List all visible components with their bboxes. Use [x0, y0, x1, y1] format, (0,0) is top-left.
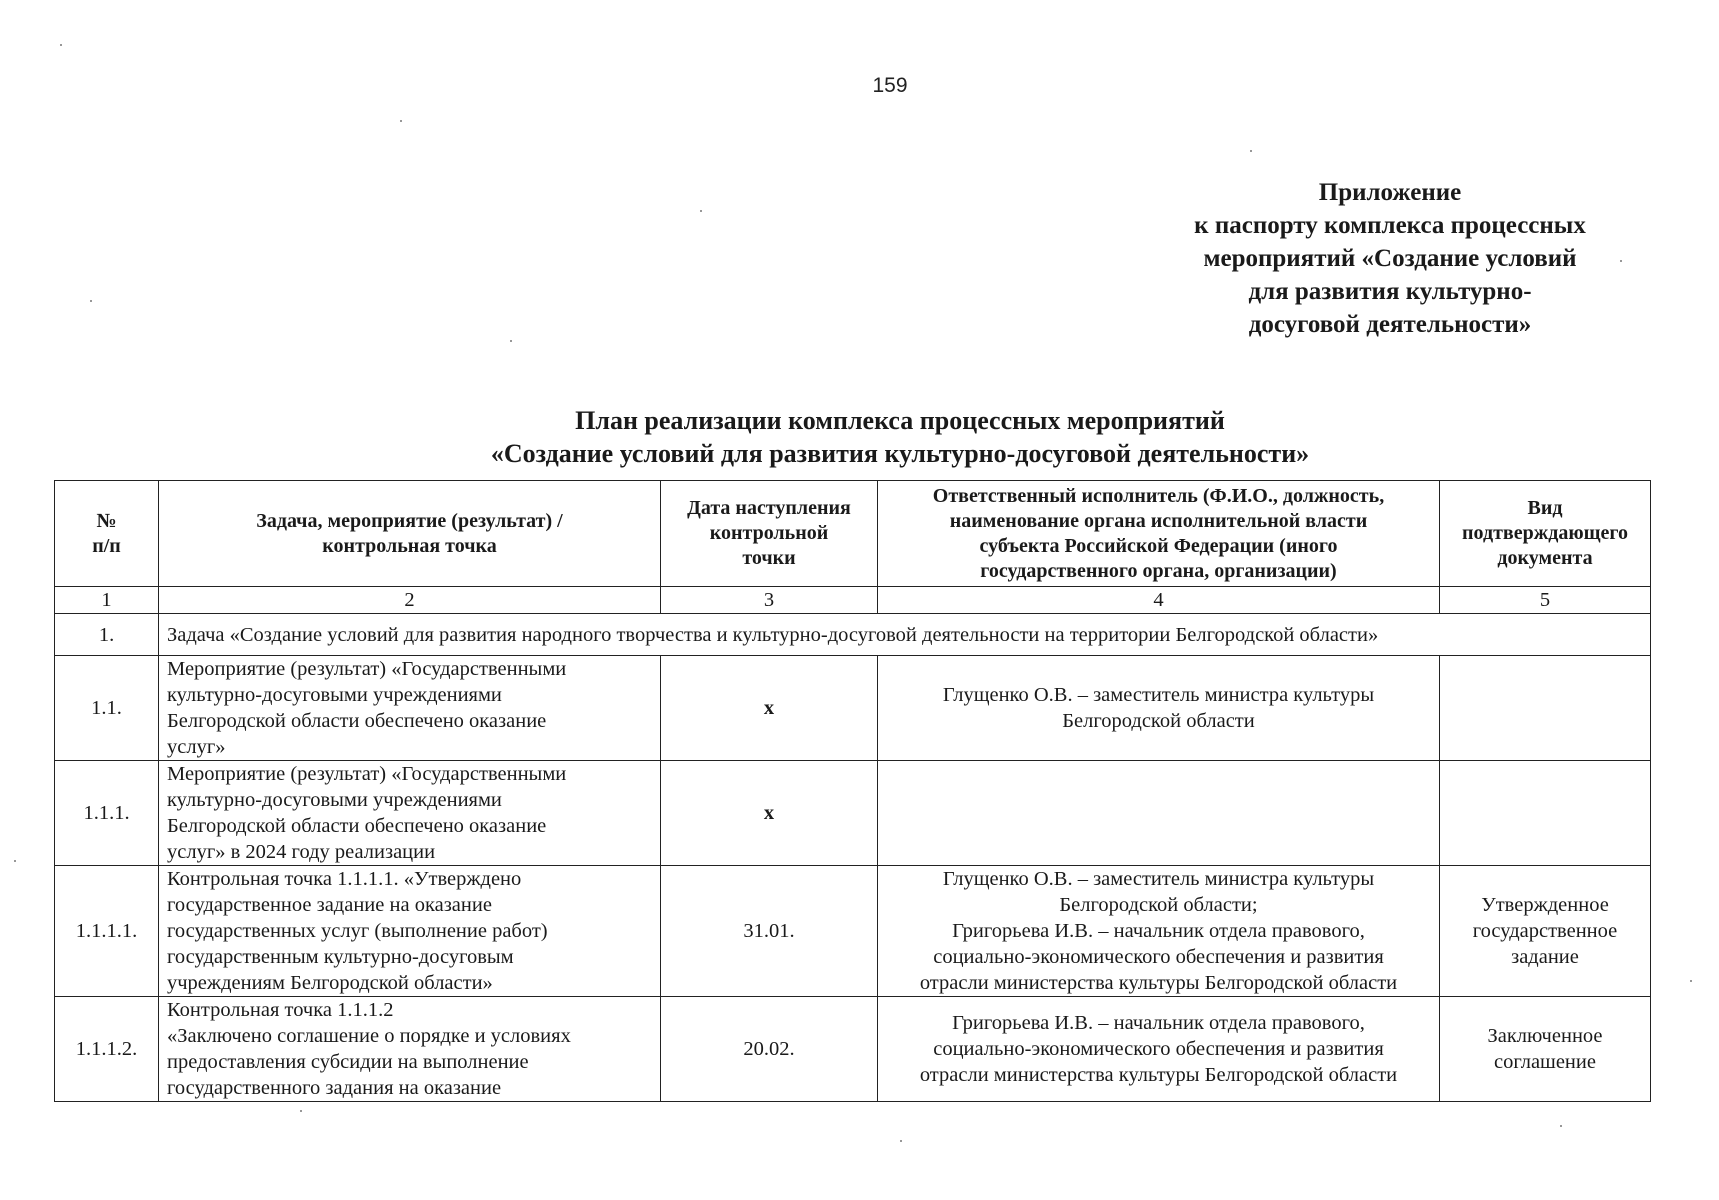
column-number: 5	[1440, 587, 1651, 614]
appendix-line: для развития культурно-	[1248, 278, 1532, 305]
row-responsible: Григорьева И.В. – начальник отдела правового, социально-экономического обеспечения и развития отрасли министерства культуры Белгородской области	[878, 997, 1440, 1102]
row-task: Мероприятие (результат) «Государственными культурно-досуговыми учреждениями Белгородской области обеспечено оказание услуг» в 2024 году реализации	[159, 761, 661, 866]
row-date: 31.01.	[661, 866, 878, 997]
header-date: Дата наступления контрольной точки	[661, 481, 878, 587]
plan-table	[54, 480, 1651, 1102]
header-responsible: Ответственный исполнитель (Ф.И.О., должность, наименование органа исполнительной власти субъекта Российской Федерации (иного государственного органа, организации)	[878, 481, 1440, 587]
row-doc	[1440, 656, 1651, 761]
plan-title-line-2: «Создание условий для развития культурно-досуговой деятельности»	[490, 439, 1310, 468]
row-date: х	[661, 656, 878, 761]
header-doc: Вид подтверждающего документа	[1440, 481, 1651, 587]
plan-title	[400, 404, 1400, 470]
row-responsible	[878, 761, 1440, 866]
row-task: Мероприятие (результат) «Государственными культурно-досуговыми учреждениями Белгородской области обеспечено оказание услуг»	[159, 656, 661, 761]
row-date: 20.02.	[661, 997, 878, 1102]
row-date: х	[661, 761, 878, 866]
task-num: 1.	[55, 614, 159, 656]
appendix-line: к паспорту комплекса процессных	[1194, 212, 1586, 239]
task-text: Задача «Создание условий для развития народного творчества и культурно-досуговой деятельности на территории Белгородской области»	[159, 614, 1651, 656]
row-task: Контрольная точка 1.1.1.2 «Заключено соглашение о порядке и условиях предоставления субсидии на выполнение государственного задания на оказание	[159, 997, 661, 1102]
row-num: 1.1.	[55, 656, 159, 761]
header-row	[55, 481, 1651, 587]
row-task: Контрольная точка 1.1.1.1. «Утверждено государственное задание на оказание государственных услуг (выполнение работ) государственным культурно-досуговым учреждениям Белгородской области»	[159, 866, 661, 997]
page-number: 159	[872, 74, 908, 97]
column-number: 2	[159, 587, 661, 614]
row-doc: Заключенное соглашение	[1440, 997, 1651, 1102]
plan-title-line-1: План реализации комплекса процессных мероприятий	[575, 406, 1225, 435]
row-num: 1.1.1.2.	[55, 997, 159, 1102]
appendix-heading	[1140, 176, 1640, 341]
table-row	[55, 997, 1651, 1102]
column-number: 4	[878, 587, 1440, 614]
table-row	[55, 656, 1651, 761]
appendix-line: мероприятий «Создание условий	[1203, 245, 1577, 272]
header-num: № п/п	[55, 481, 159, 587]
table-row	[55, 866, 1651, 997]
table-row	[55, 761, 1651, 866]
column-number-row	[55, 587, 1651, 614]
task-row	[55, 614, 1651, 656]
row-doc	[1440, 761, 1651, 866]
column-number: 1	[55, 587, 159, 614]
row-responsible: Глущенко О.В. – заместитель министра культуры Белгородской области	[878, 656, 1440, 761]
column-number: 3	[661, 587, 878, 614]
header-task: Задача, мероприятие (результат) / контрольная точка	[159, 481, 661, 587]
row-num: 1.1.1.1.	[55, 866, 159, 997]
appendix-line: Приложение	[1318, 179, 1462, 206]
row-num: 1.1.1.	[55, 761, 159, 866]
appendix-line: досуговой деятельности»	[1248, 311, 1532, 338]
row-doc: Утвержденное государственное задание	[1440, 866, 1651, 997]
row-responsible: Глущенко О.В. – заместитель министра культуры Белгородской области; Григорьева И.В. – начальник отдела правового, социально-экономического обеспечения и развития отрасли министерства культуры Белгородской области	[878, 866, 1440, 997]
